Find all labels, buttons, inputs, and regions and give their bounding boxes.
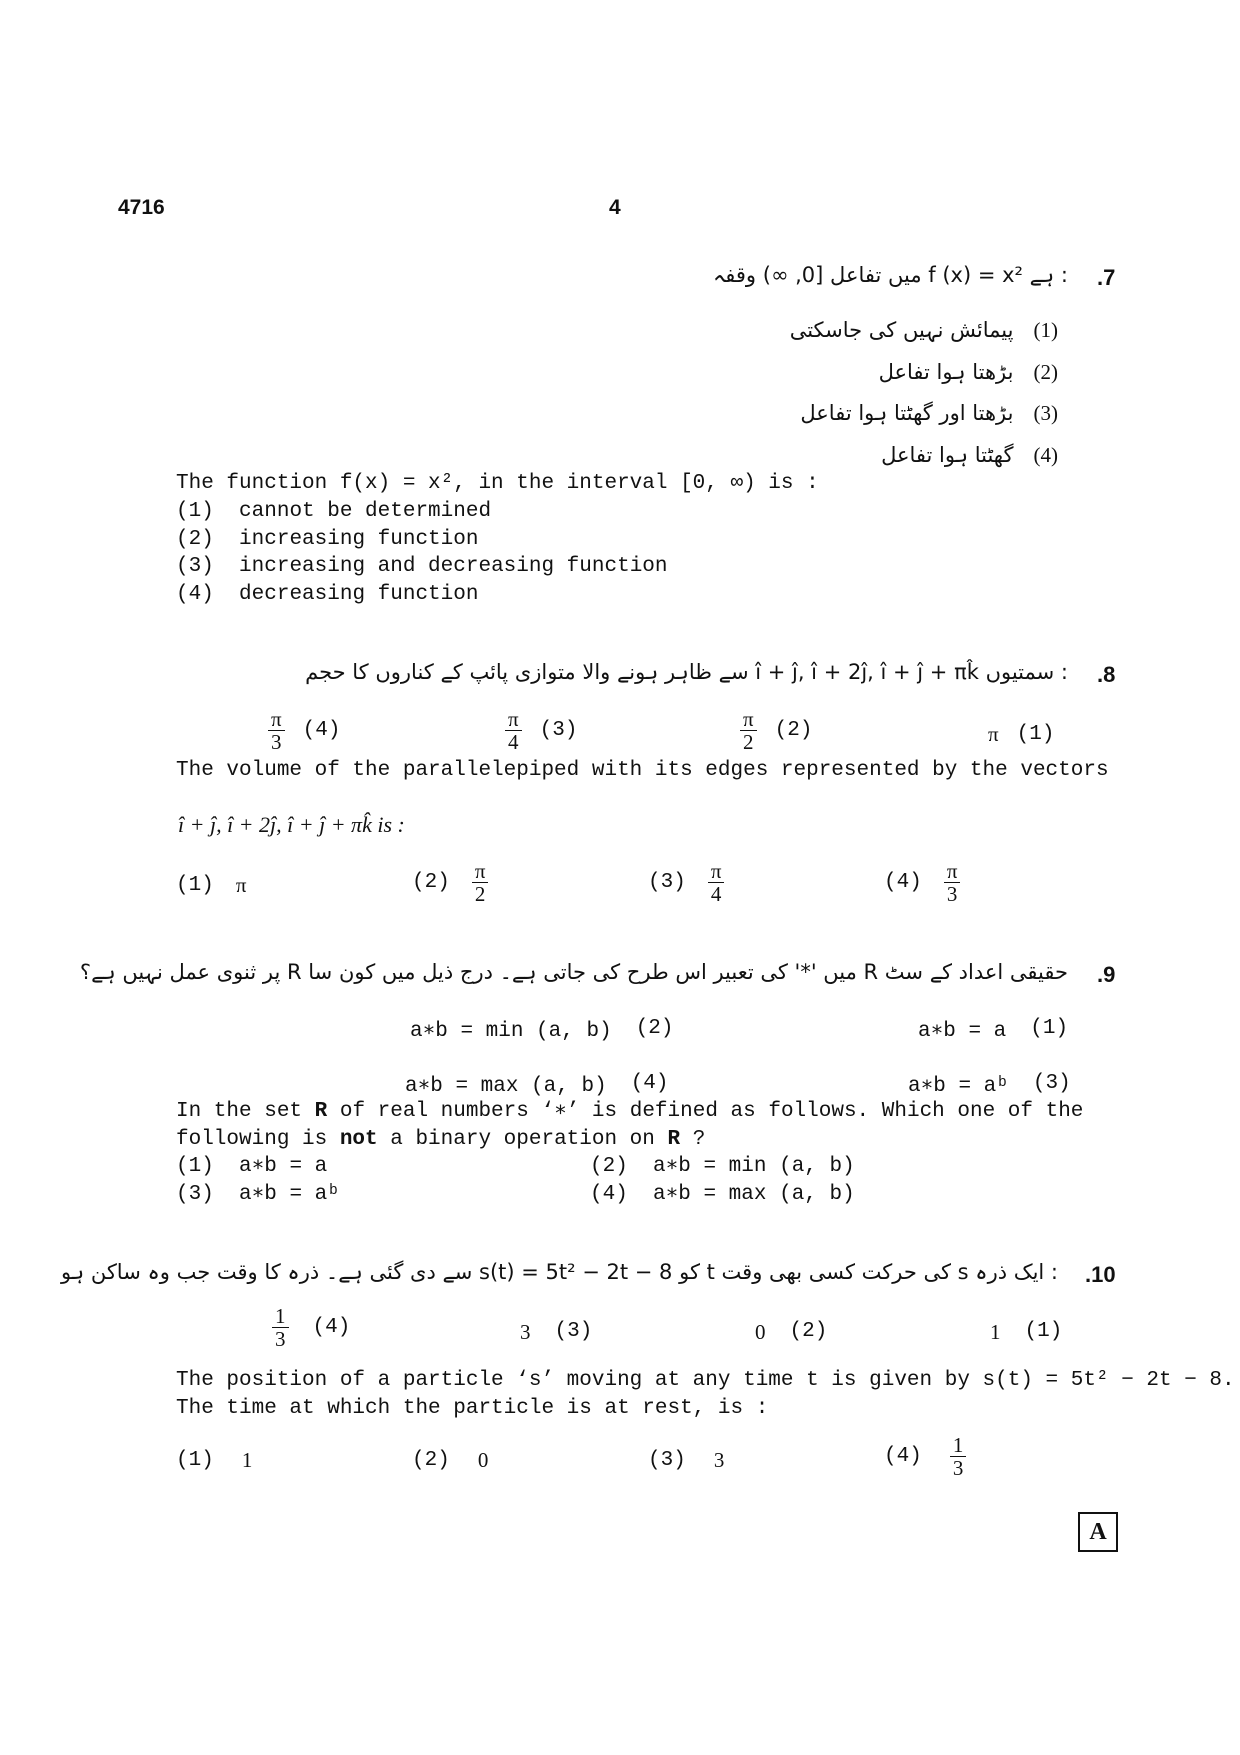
q8-urdu-option-4-fraction: $\frac{\pi}{3}$ xyxy=(268,708,285,753)
q9-option-3: (3) a∗b = aᵇ xyxy=(176,1183,340,1206)
q10-stem-line-1: The position of a particle ‘s’ moving at any time t is given by s(t) = 5t² − 2t − 8. xyxy=(176,1369,1235,1392)
booklet-code-badge: A xyxy=(1078,1512,1118,1552)
q10-number: .10 xyxy=(1085,1262,1116,1287)
q7-urdu-option-2: (2) بڑھتا ہوا تفاعل xyxy=(878,360,1058,384)
q9-urdu-option-4: a∗b = max (a, b) (4) xyxy=(405,1072,669,1098)
q9-number: .9 xyxy=(1097,962,1116,987)
q9-urdu-option-3: a∗b = aᵇ (3) xyxy=(908,1072,1071,1098)
q8-option-3: (3) $\frac{\pi}{4}$ xyxy=(648,860,724,905)
q7-urdu-option-3: (3) بڑھتا اور گھٹتا ہوا تفاعل xyxy=(800,401,1058,425)
q7-urdu-text: : ہے f (x) = x² میں تفاعل [0, ∞) وقفہ xyxy=(712,263,1068,287)
q7-option-2: (2) increasing function xyxy=(176,528,479,551)
q10-urdu-text: : ایک ذرہ s کی حرکت کسی بھی وقت t کو s(t) = 5t² − 2t − 8 سے دی گئی ہے۔ ذرہ کا وقت جب وہ ساکن ہو xyxy=(61,1260,1058,1284)
paper-code: 4716 xyxy=(118,196,165,219)
q10-urdu-option-4-fraction: $\frac{1}{3}$ xyxy=(272,1305,289,1350)
q9-option-1: (1) a∗b = a xyxy=(176,1155,328,1178)
q8-urdu-option-3: $\frac{\pi}{4}$ (3) xyxy=(505,708,577,753)
q8-number: .8 xyxy=(1097,662,1116,687)
q9-urdu-option-1: a∗b = a (1) xyxy=(918,1017,1069,1043)
q8-option-4-fraction: $\frac{\pi}{3}$ xyxy=(944,860,961,905)
q8-stem-line-2: î + ĵ, î + 2ĵ, î + ĵ + πk̂ is : xyxy=(178,812,405,837)
q9-option-2: (2) a∗b = min (a, b) xyxy=(590,1155,855,1178)
q10-urdu-option-4: $\frac{1}{3}$ (4) xyxy=(272,1305,350,1350)
q7-stem: The function f(x) = x², in the interval [0, ∞) is : xyxy=(176,472,819,495)
q8-urdu-option-2: $\frac{\pi}{2}$ (2) xyxy=(740,708,812,753)
q10-stem-line-2: The time at which the particle is at rest, is : xyxy=(176,1397,769,1420)
q8-stem-line-1: The volume of the parallelepiped with its edges represented by the vectors xyxy=(176,759,1109,782)
q8-urdu-text: : سمتیوں î + ĵ, î + 2ĵ, î + ĵ + πk̂ سے ظاہر ہونے والا متوازی پائپ کے کناروں کا حجم xyxy=(305,660,1068,684)
q8-urdu-option-1: π (1) xyxy=(988,722,1055,746)
q8-urdu-option-4: $\frac{\pi}{3}$ (4) xyxy=(268,708,340,753)
q9-option-4: (4) a∗b = max (a, b) xyxy=(590,1183,855,1206)
q8-urdu-option-3-fraction: $\frac{\pi}{4}$ xyxy=(505,708,522,753)
q8-option-2-fraction: $\frac{\pi}{2}$ xyxy=(472,860,489,905)
q9-urdu-option-2: a∗b = min (a, b) (2) xyxy=(410,1017,674,1043)
q7-urdu-option-1: (1) پیمائش نہیں کی جاسکتی xyxy=(789,318,1058,342)
q7-urdu-option-4: (4) گھٹتا ہوا تفاعل xyxy=(881,443,1058,467)
q8-option-3-fraction: $\frac{\pi}{4}$ xyxy=(708,860,725,905)
q7-number: .7 xyxy=(1097,265,1116,290)
q8-option-2: (2) $\frac{\pi}{2}$ xyxy=(412,860,488,905)
q7-option-3: (3) increasing and decreasing function xyxy=(176,555,668,578)
q8-option-4: (4) $\frac{\pi}{3}$ xyxy=(884,860,960,905)
q7-option-1: (1) cannot be determined xyxy=(176,500,492,523)
q8-option-1: (1) π xyxy=(176,873,247,897)
q10-option-1: (1) 1 xyxy=(176,1448,253,1472)
q10-urdu-option-3: 3 (3) xyxy=(520,1320,593,1344)
page-number: 4 xyxy=(609,196,621,219)
q9-stem-line-1: In the set R of real numbers ‘∗’ is defined as follows. Which one of the xyxy=(176,1100,1084,1123)
q7-option-4: (4) decreasing function xyxy=(176,583,479,606)
q9-stem-line-2: following is not a binary operation on R ? xyxy=(176,1128,706,1151)
q10-urdu-option-1: 1 (1) xyxy=(990,1320,1063,1344)
q10-urdu-option-2: 0 (2) xyxy=(755,1320,828,1344)
q9-urdu-text: حقیقی اعداد کے سٹ R میں '*' کی تعبیر اس طرح کی جاتی ہے۔ درج ذیل میں کون سا R پر ثنوی عمل نہیں ہے؟ xyxy=(79,960,1068,984)
q10-option-2: (2) 0 xyxy=(412,1448,489,1472)
q10-option-3: (3) 3 xyxy=(648,1448,725,1472)
q10-option-4: (4) $\frac{1}{3}$ xyxy=(884,1434,966,1479)
q8-urdu-option-2-fraction: $\frac{\pi}{2}$ xyxy=(740,708,757,753)
q10-option-4-fraction: $\frac{1}{3}$ xyxy=(950,1434,967,1479)
